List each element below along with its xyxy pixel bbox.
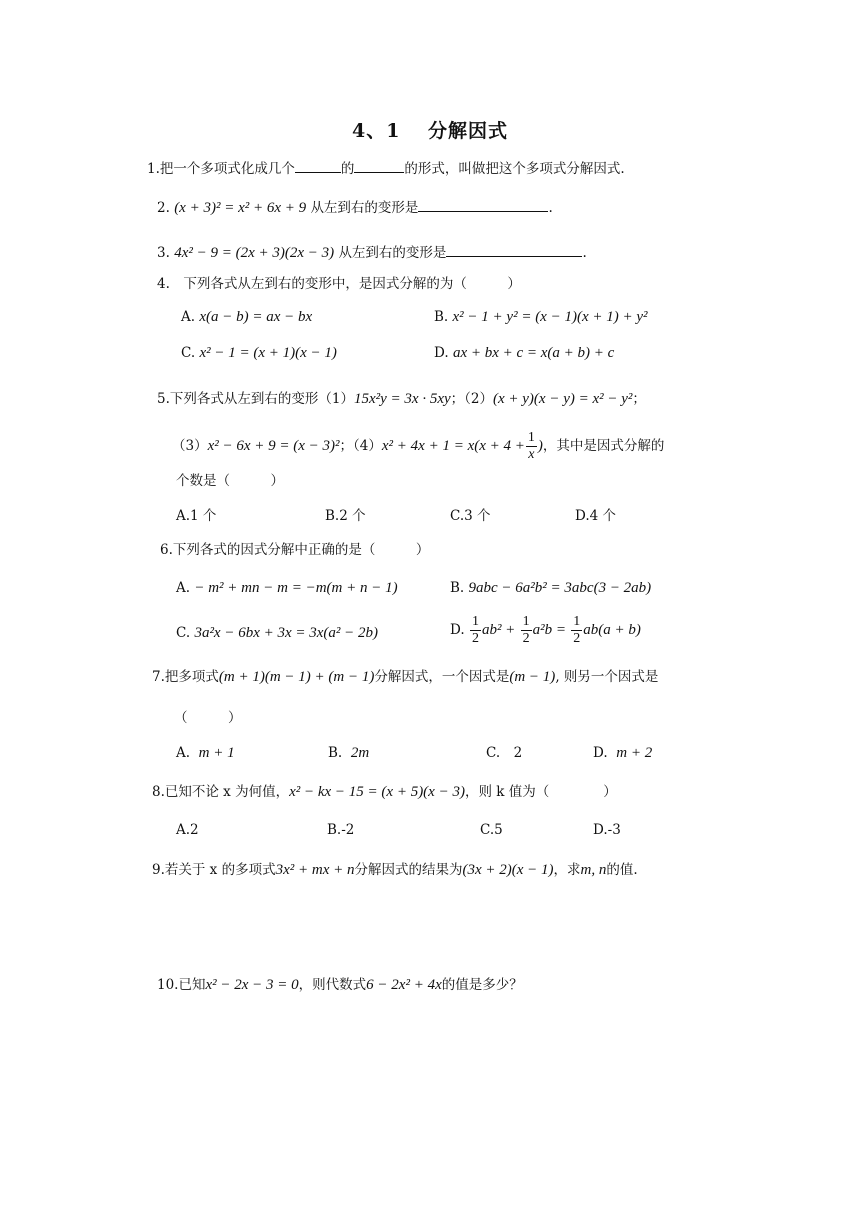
- q5-sep-1: ；（2）: [450, 391, 493, 407]
- q3-blank[interactable]: [446, 242, 582, 257]
- q4-d-expr: ax + bx + c = x(a + b) + c: [452, 345, 615, 361]
- q9-expr-1: 3x² + mx + n: [275, 862, 355, 878]
- q5-option-b[interactable]: B.2 个: [325, 508, 366, 524]
- q6-d-f2-den: 2: [522, 631, 530, 646]
- question-7-line-1: [152, 667, 658, 687]
- q5-fraction: [526, 430, 537, 463]
- q10-text-a: 10.已知: [157, 977, 206, 993]
- q6-option-b[interactable]: [450, 578, 651, 598]
- q9-expr-2: (3x + 2)(x − 1): [462, 862, 554, 878]
- q5-option-d[interactable]: D.4 个: [575, 508, 617, 524]
- q2-end: .: [548, 200, 553, 216]
- q6-option-a[interactable]: [176, 578, 398, 598]
- q7-a-expr: m + 1: [198, 745, 235, 761]
- q6-c-expr: 3a²x − 6bx + 3x = 3x(a² − 2b): [194, 625, 379, 641]
- q5-expr-3: x² − 6x + 9 = (x − 3)²: [207, 438, 340, 454]
- q5-label-3: （3）: [172, 438, 208, 454]
- question-3: [157, 242, 587, 263]
- q2-number: 2.: [157, 200, 170, 216]
- q8-text-a: 8.已知不论 x 为何值，: [152, 784, 290, 800]
- q5-frac-num: 1: [527, 430, 535, 445]
- q4-option-d[interactable]: [434, 343, 614, 363]
- q6-d-term-3: ab(a + b): [583, 622, 641, 638]
- q6-option-d[interactable]: [450, 614, 641, 647]
- question-9: [152, 860, 638, 880]
- q4-option-b[interactable]: [434, 307, 648, 327]
- q1-blank-1[interactable]: [295, 158, 341, 173]
- q4-b-label: B.: [434, 309, 449, 325]
- q6-b-label: B.: [450, 580, 465, 596]
- q5-expr-4b: ): [537, 438, 543, 454]
- q9-text-c: ，求: [553, 862, 581, 878]
- q7-option-c[interactable]: C. 2: [486, 745, 523, 761]
- q8-option-c[interactable]: C.5: [480, 822, 503, 838]
- q5-expr-2: (x + y)(x − y) = x² − y²: [493, 391, 633, 407]
- q2-text: 从左到右的变形是: [310, 200, 419, 216]
- q7-d-label: D.: [593, 745, 608, 761]
- q7-b-expr: 2m: [350, 745, 370, 761]
- q7-text-c: , 则另一个因式是: [555, 669, 659, 685]
- q4-c-expr: x² − 1 = (x + 1)(x − 1): [199, 345, 337, 361]
- q6-d-label: D.: [450, 622, 465, 638]
- question-5-line-2: [172, 430, 664, 463]
- q6-d-frac-2: [521, 614, 532, 647]
- q7-text-b: 分解因式，一个因式是: [374, 669, 510, 685]
- q6-d-frac-1: [470, 614, 481, 647]
- q7-option-a[interactable]: [176, 743, 235, 763]
- q4-option-c[interactable]: [181, 343, 337, 363]
- q6-d-f3-den: 2: [573, 631, 581, 646]
- q6-a-expr: − m² + mn − m = −m(m + n − 1): [194, 580, 398, 596]
- q4-b-expr: x² − 1 + y² = (x − 1)(x + 1) + y²: [452, 309, 648, 325]
- question-5-line-3: 个数是（ ）: [176, 473, 284, 489]
- q3-expression: 4x² − 9 = (2x + 3)(2x − 3): [174, 245, 335, 261]
- q3-end: .: [582, 245, 587, 261]
- q10-expr-2: 6 − 2x² + 4x: [366, 977, 442, 993]
- q6-d-f1-num: 1: [471, 614, 479, 629]
- q4-c-label: C.: [181, 345, 196, 361]
- question-8: [152, 782, 617, 802]
- q10-expr-1: x² − 2x − 3 = 0: [205, 977, 299, 993]
- q3-text: 从左到右的变形是: [338, 245, 447, 261]
- question-10: [157, 975, 523, 995]
- q7-expr-2: (m − 1): [509, 669, 556, 685]
- question-7-line-2: （ ）: [174, 710, 242, 726]
- q9-expr-3: m, n: [580, 862, 607, 878]
- question-4-stem: 4. 下列各式从左到右的变形中，是因式分解的为（ ）: [157, 276, 521, 292]
- q8-option-a[interactable]: A.2: [176, 822, 199, 838]
- q6-d-f1-den: 2: [471, 631, 479, 646]
- q5-frac-den: x: [528, 447, 535, 462]
- q8-option-d[interactable]: D.-3: [593, 822, 621, 838]
- q6-option-c[interactable]: [176, 623, 378, 643]
- q1-text-b: 的: [340, 161, 355, 177]
- q2-expression: (x + 3)² = x² + 6x + 9: [174, 200, 307, 216]
- q5-label-4: ；（4）: [339, 438, 382, 454]
- q1-blank-2[interactable]: [354, 158, 404, 173]
- q7-d-expr: m + 2: [616, 745, 653, 761]
- q5-expr-4a: x² + 4x + 1 = x(x + 4 +: [381, 438, 525, 454]
- question-2: [157, 197, 553, 218]
- q9-text-b: 分解因式的结果为: [354, 862, 463, 878]
- q4-d-label: D.: [434, 345, 449, 361]
- q5-sep-2: ；: [632, 391, 646, 407]
- q5-option-c[interactable]: C.3 个: [450, 508, 491, 524]
- q6-d-term-1: ab² +: [481, 622, 516, 638]
- q9-text-a: 9.若关于 x 的多项式: [152, 862, 276, 878]
- q2-blank[interactable]: [418, 197, 548, 212]
- q6-c-label: C.: [176, 625, 191, 641]
- q5-stem: 5.下列各式从左到右的变形（1）: [157, 391, 354, 407]
- question-5-line-1: [157, 389, 646, 409]
- q5-option-a[interactable]: A.1 个: [176, 508, 217, 524]
- q7-a-label: A.: [176, 745, 191, 761]
- q1-text-c: 的形式，叫做把这个多项式分解因式.: [404, 161, 625, 177]
- q6-b-expr: 9abc − 6a²b² = 3abc(3 − 2ab): [468, 580, 652, 596]
- q4-a-expr: x(a − b) = ax − bx: [199, 309, 313, 325]
- q8-expr: x² − kx − 15 = (x + 5)(x − 3): [289, 784, 465, 800]
- q6-d-f2-num: 1: [522, 614, 530, 629]
- q7-text-a: 7.把多项式: [152, 669, 219, 685]
- q4-option-a[interactable]: [181, 307, 312, 327]
- q6-a-label: A.: [176, 580, 191, 596]
- question-6-stem: 6.下列各式的因式分解中正确的是（ ）: [160, 542, 430, 558]
- q7-expr-1: (m + 1)(m − 1) + (m − 1): [218, 669, 375, 685]
- q6-d-term-2: a²b =: [532, 622, 566, 638]
- q6-d-f3-num: 1: [573, 614, 581, 629]
- q5-text-c: ，其中是因式分解的: [542, 438, 665, 454]
- q7-option-b[interactable]: [328, 743, 369, 763]
- q8-option-b[interactable]: B.-2: [327, 822, 355, 838]
- q3-number: 3.: [157, 245, 170, 261]
- q10-text-b: ，则代数式: [298, 977, 367, 993]
- q1-text-a: 1.把一个多项式化成几个: [147, 161, 295, 177]
- q7-option-d[interactable]: [593, 743, 652, 763]
- page-title: 4、1 分解因式: [351, 120, 509, 142]
- q4-a-label: A.: [181, 309, 196, 325]
- q7-b-label: B.: [328, 745, 343, 761]
- q8-text-b: ，则 k 值为（ ）: [464, 784, 617, 800]
- q6-d-frac-3: [571, 614, 582, 647]
- q5-expr-1: 15x²y = 3x · 5xy: [353, 391, 451, 407]
- q9-text-d: 的值.: [606, 862, 638, 878]
- question-1: [147, 158, 625, 179]
- q10-text-c: 的值是多少？: [441, 977, 523, 993]
